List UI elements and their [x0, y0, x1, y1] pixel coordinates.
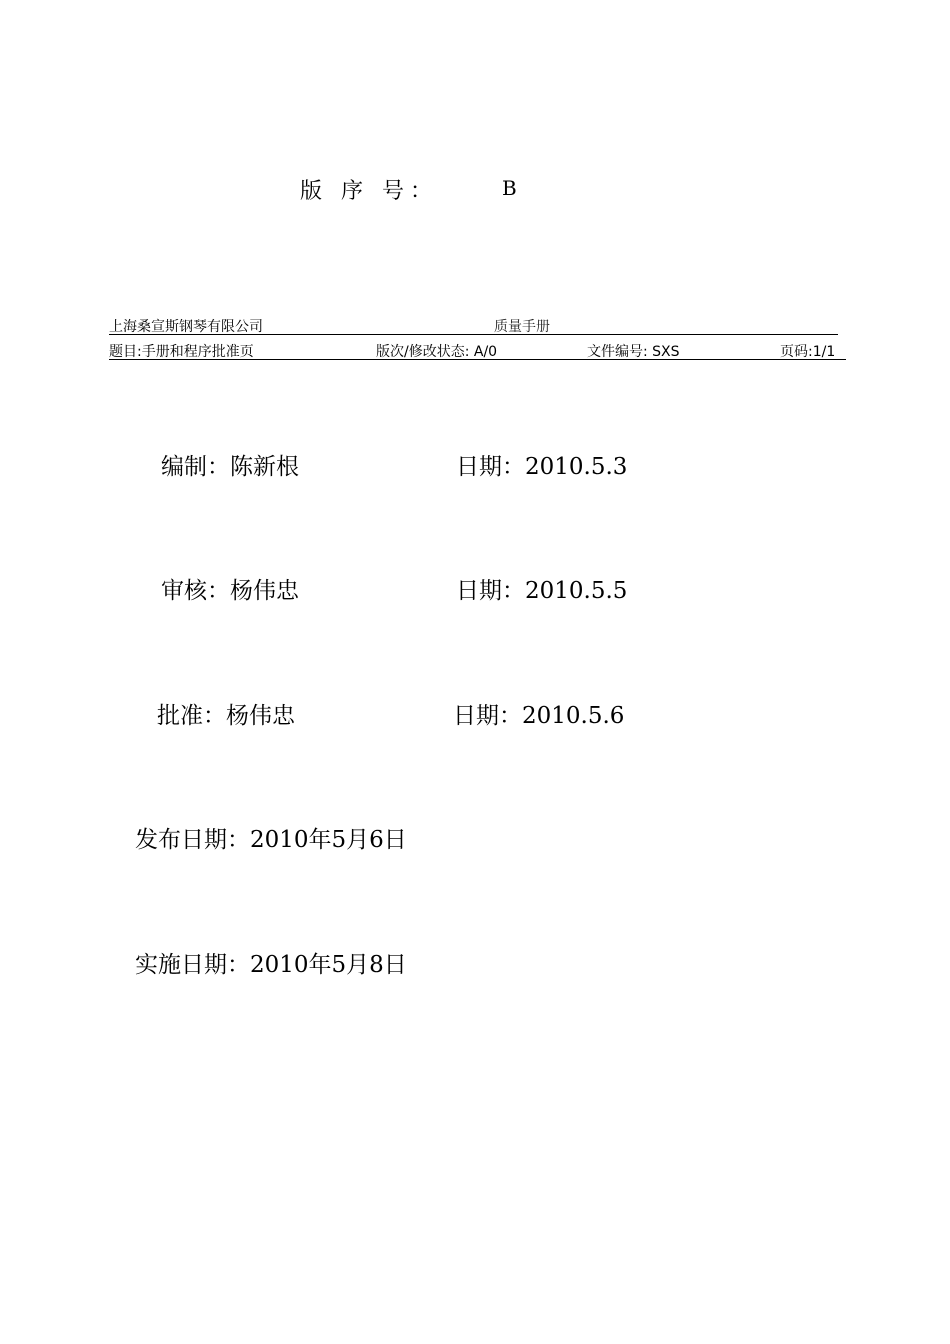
reviewed-by: 审核：杨伟忠 — [161, 578, 299, 604]
approved-date: 日期：2010.5.6 — [453, 703, 625, 729]
page-number: 页码:1/1 — [780, 344, 836, 360]
version-value: B — [502, 176, 517, 200]
prepared-by: 编制：陈新根 — [161, 454, 299, 480]
subject: 题目:手册和程序批准页 — [109, 344, 254, 360]
header-line-1 — [109, 316, 838, 335]
release-date: 发布日期：2010年5月6日 — [135, 827, 407, 853]
company-name: 上海桑宣斯钢琴有限公司 — [109, 319, 263, 335]
approved-by: 批准：杨伟忠 — [157, 703, 295, 729]
manual-title: 质量手册 — [494, 319, 550, 335]
document-number: 文件编号: SXS — [587, 344, 680, 360]
version-label: 版 序 号： — [300, 179, 438, 204]
header-line-2 — [109, 341, 846, 360]
prepared-date: 日期：2010.5.3 — [456, 454, 628, 480]
revision-status: 版次/修改状态: A/0 — [376, 344, 498, 360]
reviewed-date: 日期：2010.5.5 — [456, 578, 628, 604]
effective-date: 实施日期：2010年5月8日 — [135, 952, 407, 978]
